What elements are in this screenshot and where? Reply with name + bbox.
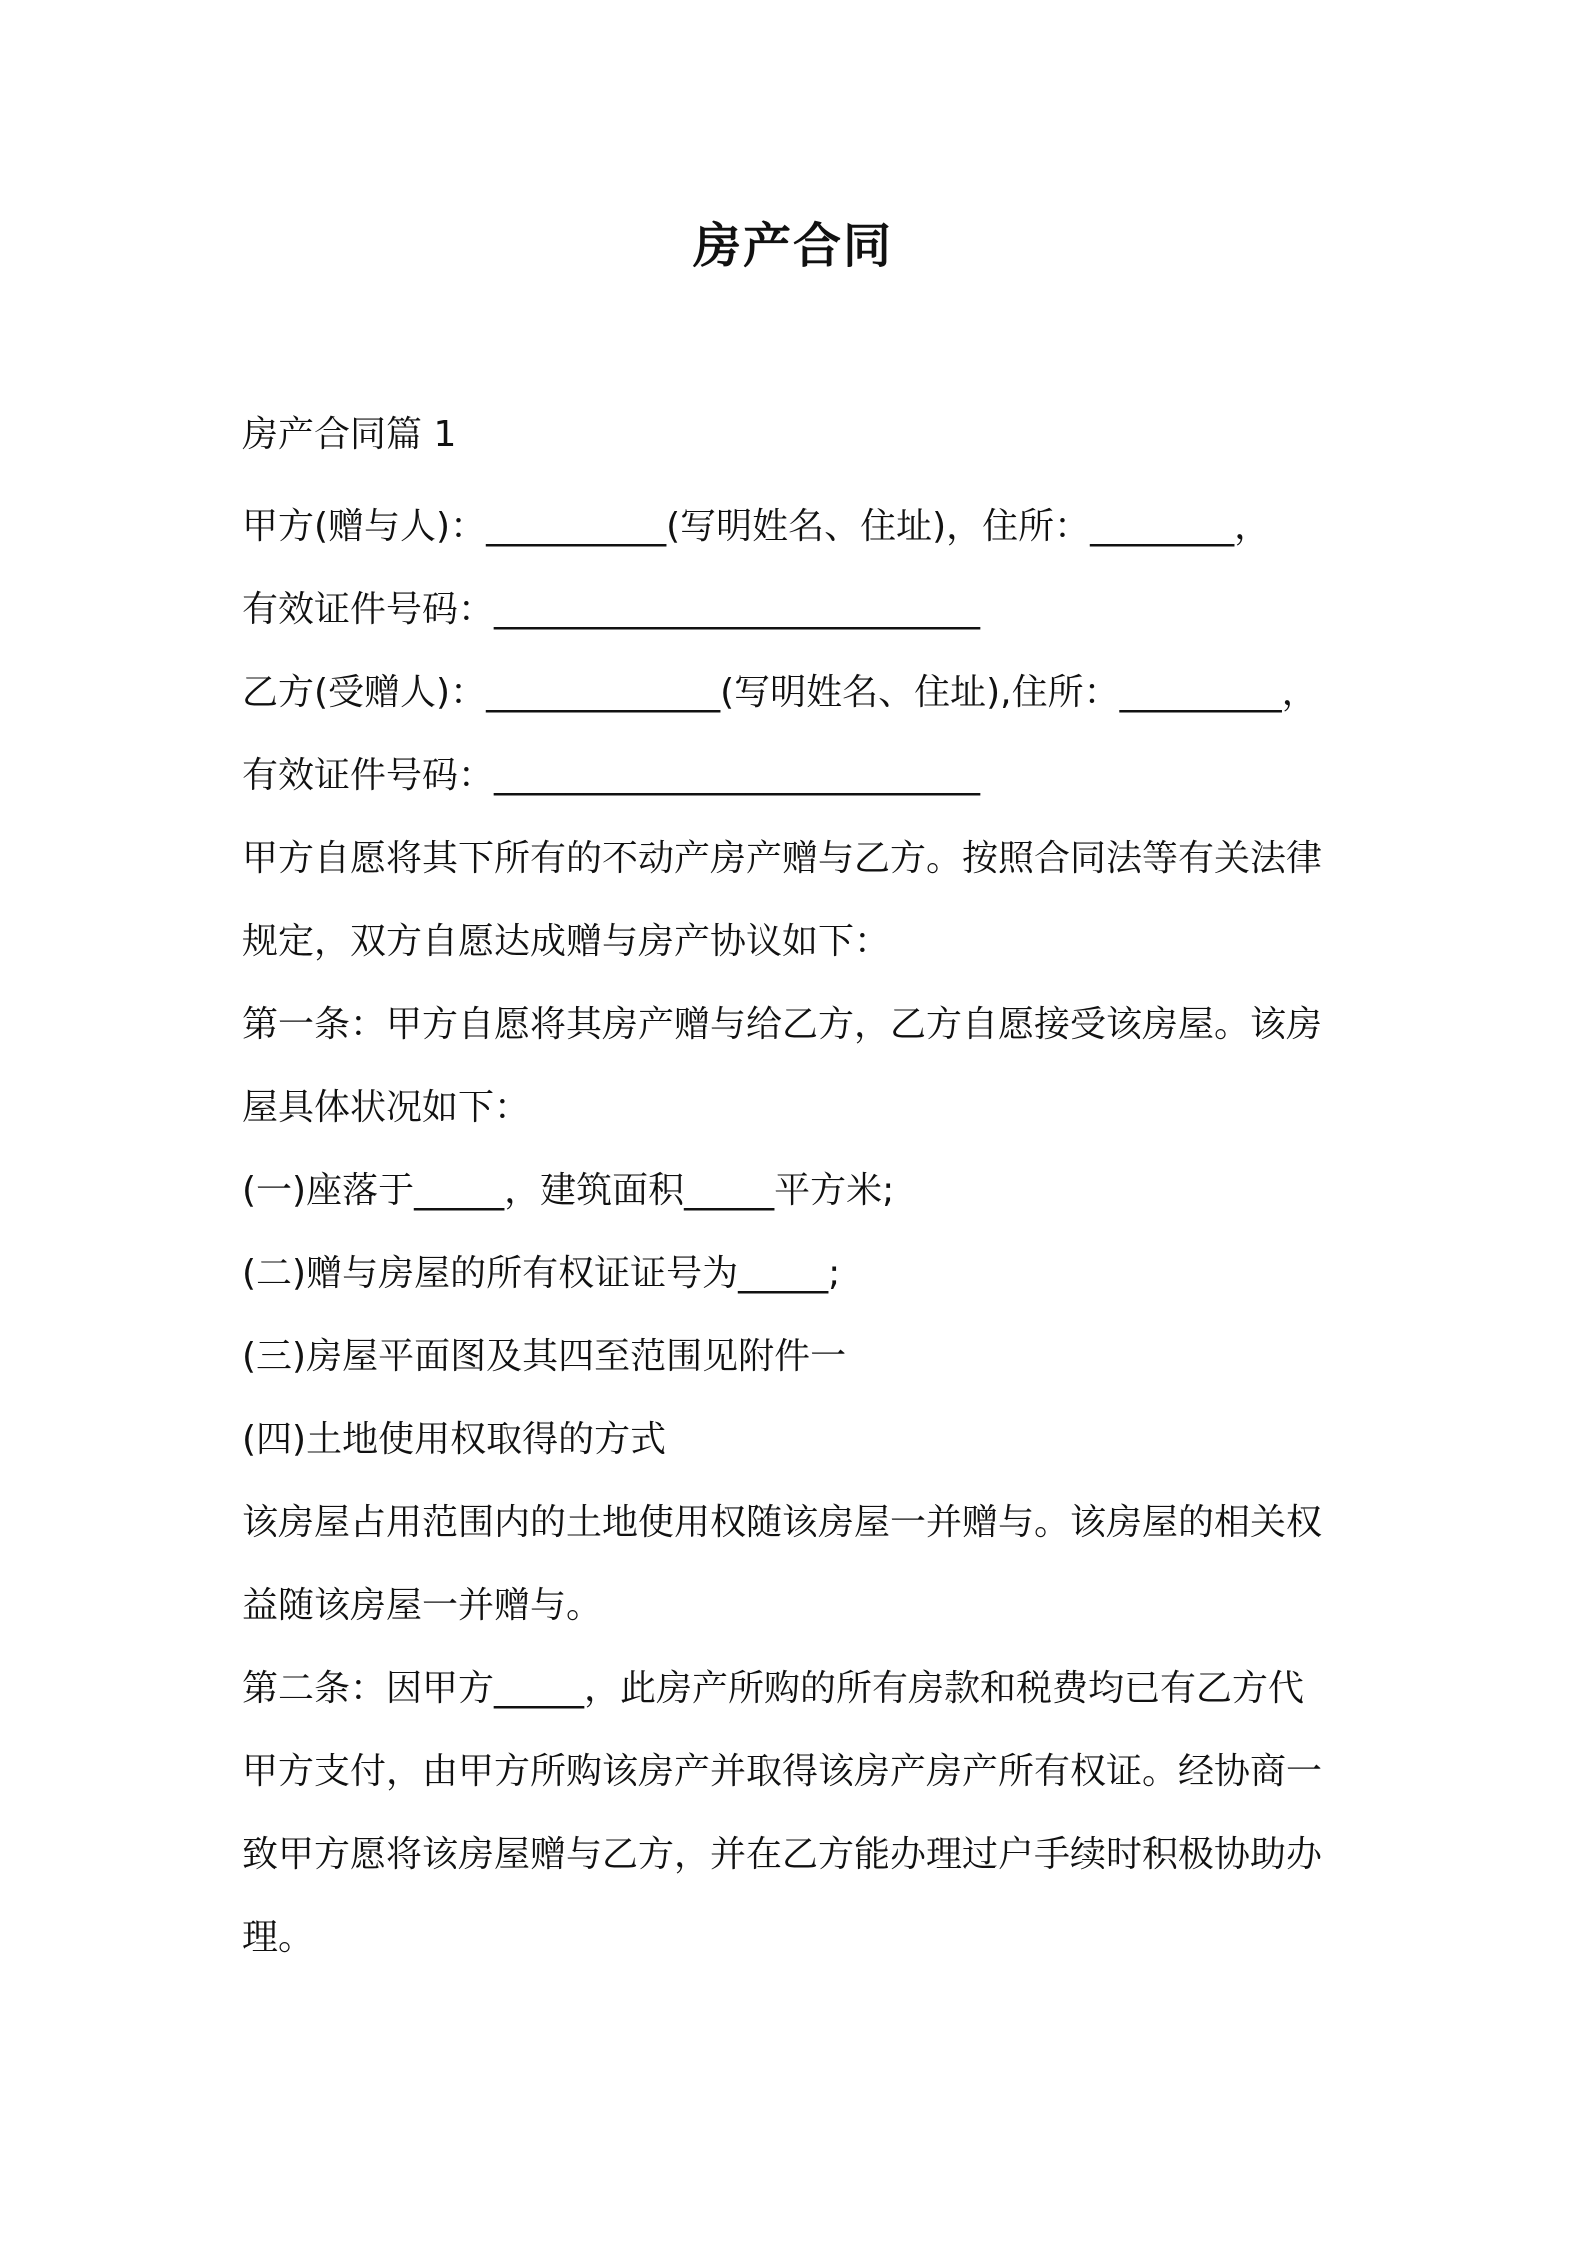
article-line: 第一条：甲方自愿将其房产赠与给乙方，乙方自愿接受该房屋。该房 (242, 1004, 1323, 1045)
article-line: 理。 (242, 1917, 315, 1958)
section-heading: 房产合同篇 1 (242, 414, 457, 455)
list-item: (二)赠与房屋的所有权证证号为_____; (242, 1253, 841, 1294)
list-item: (三)房屋平面图及其四至范围见附件一 (242, 1336, 847, 1377)
article-line: 甲方支付，由甲方所购该房产并取得该房产房产所有权证。经协商一 (242, 1751, 1323, 1792)
party-b-line: 乙方(受赠人)：_____________(写明姓名、住址),住所：_________， (242, 672, 1318, 713)
paragraph-line: 甲方自愿将其下所有的不动产房产赠与乙方。按照合同法等有关法律 (242, 838, 1323, 879)
list-item: (四)土地使用权取得的方式 (242, 1419, 667, 1460)
article-line: 致甲方愿将该房屋赠与乙方，并在乙方能办理过户手续时积极协助办 (242, 1834, 1323, 1875)
article-line: 第二条：因甲方_____，此房产所购的所有房款和税费均已有乙方代 (242, 1668, 1305, 1709)
article-line: 屋具体状况如下： (242, 1087, 531, 1128)
paragraph-line: 规定，双方自愿达成赠与房产协议如下： (242, 921, 891, 962)
party-b-id-line: 有效证件号码：___________________________ (242, 755, 981, 796)
party-a-id-line: 有效证件号码：___________________________ (242, 589, 981, 630)
paragraph-line: 该房屋占用范围内的土地使用权随该房屋一并赠与。该房屋的相关权 (242, 1502, 1323, 1543)
paragraph-line: 益随该房屋一并赠与。 (242, 1585, 603, 1626)
party-a-line: 甲方(赠与人)：__________(写明姓名、住址)，住所：________， (242, 506, 1271, 547)
document-title: 房产合同 (692, 218, 893, 274)
list-item: (一)座落于_____，建筑面积_____平方米; (242, 1170, 895, 1211)
